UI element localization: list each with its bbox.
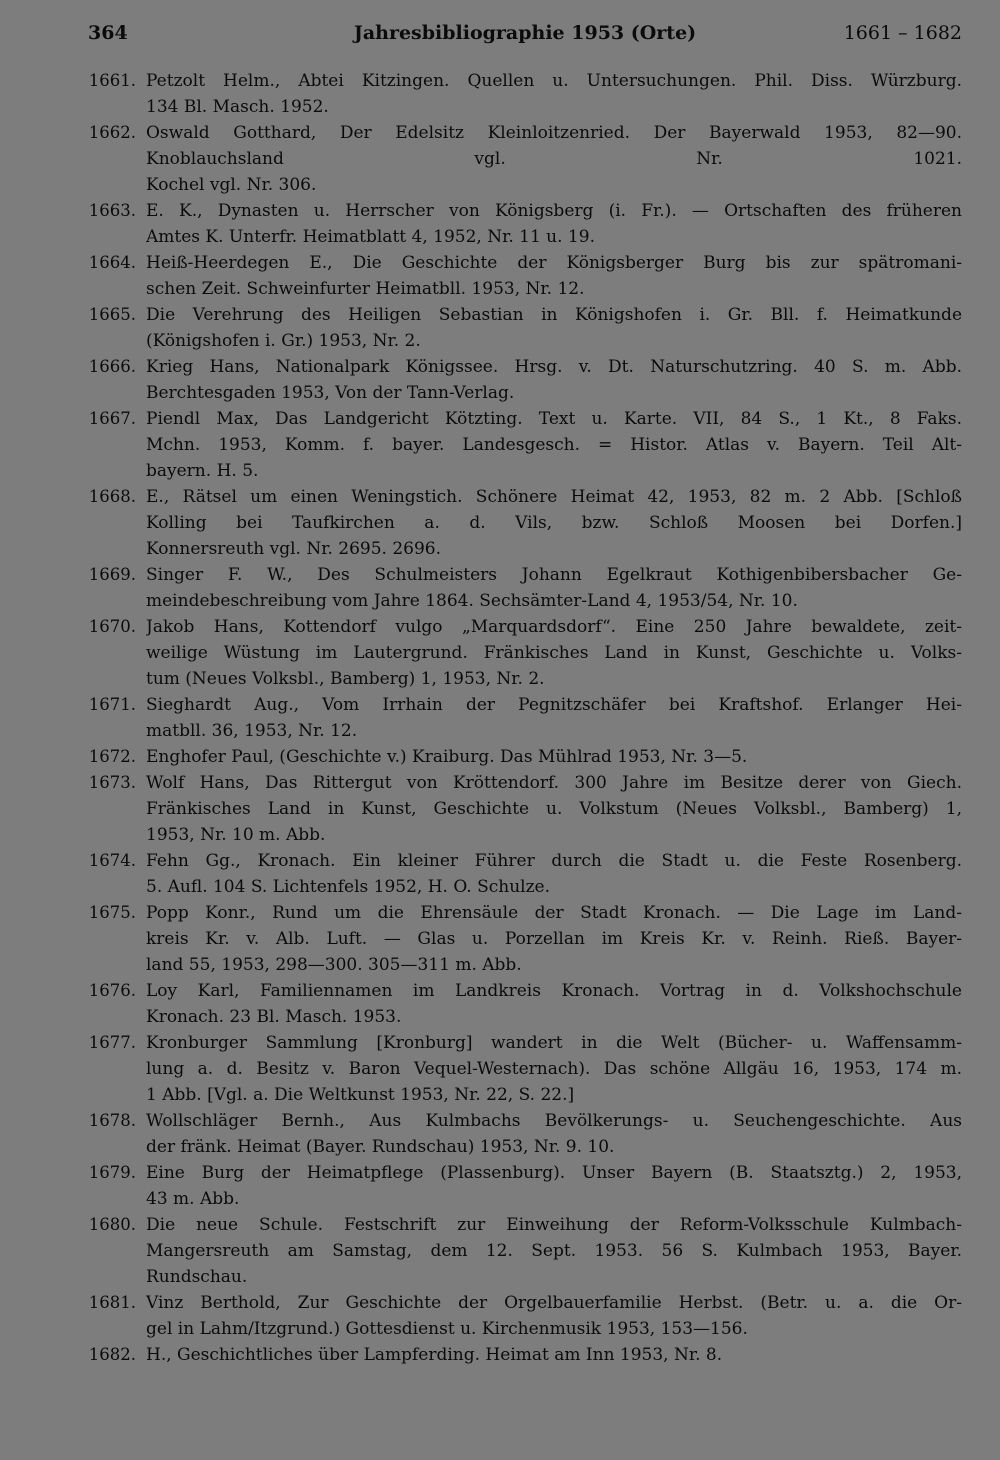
entry-line: (Königshofen i. Gr.) 1953, Nr. 2. <box>146 331 421 351</box>
bibliography-entry <box>84 68 962 120</box>
bibliography-entry <box>84 120 962 198</box>
entry-line: Eine Burg der Heimatpflege (Plassenburg). Unser Bayern (B. Staatsztg.) 2, 1953, <box>146 1163 962 1183</box>
entry-line: 134 Bl. Masch. 1952. <box>146 97 329 117</box>
bibliography-entry <box>84 1290 962 1342</box>
entry-range: 1661 – 1682 <box>843 22 962 44</box>
entry-line: land 55, 1953, 298—300. 305—311 m. Abb. <box>146 955 522 975</box>
entry-line: 1 Abb. [Vgl. a. Die Weltkunst 1953, Nr. 22, S. 22.] <box>146 1085 575 1105</box>
entry-line: Die neue Schule. Festschrift zur Einweihung der Reform-Volksschule Kulmbach- <box>146 1215 962 1235</box>
entry-text <box>146 562 962 614</box>
entry-number: 1674. <box>88 851 136 870</box>
bibliography-entry <box>84 692 962 744</box>
entry-line: 43 m. Abb. <box>146 1189 240 1209</box>
entry-text <box>146 406 962 484</box>
running-header <box>88 22 962 52</box>
running-title: Jahresbibliographie 1953 (Orte) <box>353 22 697 44</box>
bibliography-entry <box>84 406 962 484</box>
entry-line: weilige Wüstung im Lautergrund. Fränkisches Land in Kunst, Geschichte u. Volks- <box>146 643 962 663</box>
entry-line: Sieghardt Aug., Vom Irrhain der Pegnitzschäfer bei Kraftshof. Erlanger Hei- <box>146 695 962 715</box>
bibliography-entry <box>84 484 962 562</box>
entry-number: 1673. <box>88 773 136 792</box>
entry-text <box>146 198 962 250</box>
entry-number: 1679. <box>88 1163 136 1182</box>
entry-line: Fränkisches Land in Kunst, Geschichte u. Volkstum (Neues Volksbl., Bamberg) 1, <box>146 799 962 819</box>
bibliography-entry <box>84 198 962 250</box>
entry-line: Berchtesgaden 1953, Von der Tann-Verlag. <box>146 383 515 403</box>
entry-text <box>146 1290 962 1342</box>
entry-text <box>146 68 962 120</box>
entry-text <box>146 1160 962 1212</box>
bibliography-entry <box>84 900 962 978</box>
entry-line: Jakob Hans, Kottendorf vulgo „Marquardsdorf“. Eine 250 Jahre bewaldete, zeit- <box>146 617 962 637</box>
entry-number: 1676. <box>88 981 136 1000</box>
entry-line: lung a. d. Besitz v. Baron Vequel-Westernach). Das schöne Allgäu 16, 1953, 174 m. <box>146 1059 962 1079</box>
entry-text <box>146 978 962 1030</box>
entry-number: 1666. <box>88 357 136 376</box>
entry-line: Krieg Hans, Nationalpark Königssee. Hrsg. v. Dt. Naturschutzring. 40 S. m. Abb. <box>146 357 962 377</box>
bibliography-entry <box>84 848 962 900</box>
entry-number: 1671. <box>88 695 136 714</box>
entry-line: Die Verehrung des Heiligen Sebastian in Königshofen i. Gr. Bll. f. Heimatkunde <box>146 305 962 325</box>
entry-line: Amtes K. Unterfr. Heimatblatt 4, 1952, Nr. 11 u. 19. <box>146 227 595 247</box>
entry-text <box>146 250 962 302</box>
bibliography-entry <box>84 770 962 848</box>
bibliography-entry <box>84 1212 962 1290</box>
entry-text <box>146 1212 962 1290</box>
entry-number: 1667. <box>88 409 136 428</box>
page-number: 364 <box>88 22 128 44</box>
entry-number: 1669. <box>88 565 136 584</box>
entry-number: 1661. <box>88 71 136 90</box>
entry-text <box>146 120 962 198</box>
entry-line: E., Rätsel um einen Weningstich. Schönere Heimat 42, 1953, 82 m. 2 Abb. [Schloß <box>146 487 962 507</box>
entry-text <box>146 900 962 978</box>
entry-text <box>146 848 962 900</box>
entry-number: 1663. <box>88 201 136 220</box>
entry-line: meindebeschreibung vom Jahre 1864. Sechsämter-Land 4, 1953/54, Nr. 10. <box>146 591 798 611</box>
entry-number: 1662. <box>88 123 136 142</box>
entry-line: Kolling bei Taufkirchen a. d. Vils, bzw. Schloß Moosen bei Dorfen.] <box>146 513 962 533</box>
bibliography-entry <box>84 1030 962 1108</box>
bibliography-entry <box>84 1108 962 1160</box>
bibliography-entry <box>84 302 962 354</box>
entry-line: Piendl Max, Das Landgericht Kötzting. Text u. Karte. VII, 84 S., 1 Kt., 8 Faks. <box>146 409 962 429</box>
entry-text <box>146 1108 962 1160</box>
entry-number: 1672. <box>88 747 136 766</box>
bibliography-entry <box>84 1342 962 1368</box>
entry-text <box>146 354 962 406</box>
bibliography-entry <box>84 250 962 302</box>
entry-line: Loy Karl, Familiennamen im Landkreis Kronach. Vortrag in d. Volkshochschule <box>146 981 962 1001</box>
entry-line: Fehn Gg., Kronach. Ein kleiner Führer durch die Stadt u. die Feste Rosenberg. <box>146 851 962 871</box>
entry-line: E. K., Dynasten u. Herrscher von Königsberg (i. Fr.). — Ortschaften des früheren <box>146 201 962 221</box>
entry-line: 5. Aufl. 104 S. Lichtenfels 1952, H. O. Schulze. <box>146 877 551 897</box>
entry-number: 1664. <box>88 253 136 272</box>
entry-line: matbll. 36, 1953, Nr. 12. <box>146 721 358 741</box>
entry-line: Wollschläger Bernh., Aus Kulmbachs Bevölkerungs- u. Seuchengeschichte. Aus <box>146 1111 962 1131</box>
entry-line: kreis Kr. v. Alb. Luft. — Glas u. Porzellan im Kreis Kr. v. Reinh. Rieß. Bayer- <box>146 929 962 949</box>
entry-text <box>146 614 962 692</box>
entry-line: Petzolt Helm., Abtei Kitzingen. Quellen u. Untersuchungen. Phil. Diss. Würzburg. <box>146 71 962 91</box>
entry-line: Kochel vgl. Nr. 306. <box>146 175 317 195</box>
bibliography-entry <box>84 744 962 770</box>
entry-line: tum (Neues Volksbl., Bamberg) 1, 1953, Nr. 2. <box>146 669 545 689</box>
entry-number: 1665. <box>88 305 136 324</box>
bibliography-entry <box>84 562 962 614</box>
entry-text <box>146 302 962 354</box>
entry-line: bayern. H. 5. <box>146 461 259 481</box>
entry-number: 1675. <box>88 903 136 922</box>
entry-line: Knoblauchsland vgl. Nr. 1021. <box>146 149 962 169</box>
entry-text <box>146 692 962 744</box>
entry-number: 1670. <box>88 617 136 636</box>
entry-line: Oswald Gotthard, Der Edelsitz Kleinloitzenried. Der Bayerwald 1953, 82—90. <box>146 123 962 143</box>
entry-number: 1677. <box>88 1033 136 1052</box>
entry-number: 1681. <box>88 1293 136 1312</box>
bibliography-entry <box>84 614 962 692</box>
entry-text <box>146 744 962 770</box>
entry-number: 1678. <box>88 1111 136 1130</box>
entry-line: Mangersreuth am Samstag, dem 12. Sept. 1953. 56 S. Kulmbach 1953, Bayer. <box>146 1241 962 1261</box>
entry-line: Popp Konr., Rund um die Ehrensäule der Stadt Kronach. — Die Lage im Land- <box>146 903 962 923</box>
bibliography-entry <box>84 354 962 406</box>
entry-number: 1668. <box>88 487 136 506</box>
entry-line: Konnersreuth vgl. Nr. 2695. 2696. <box>146 539 442 559</box>
bibliography-entry <box>84 978 962 1030</box>
entry-line: der fränk. Heimat (Bayer. Rundschau) 1953, Nr. 9. 10. <box>146 1137 615 1157</box>
entry-text <box>146 1030 962 1108</box>
entry-line: Kronburger Sammlung [Kronburg] wandert in die Welt (Bücher- u. Waffensamm- <box>146 1033 962 1053</box>
entry-text <box>146 770 962 848</box>
entry-line: H., Geschichtliches über Lampferding. Heimat am Inn 1953, Nr. 8. <box>146 1345 723 1365</box>
entry-line: gel in Lahm/Itzgrund.) Gottesdienst u. Kirchenmusik 1953, 153—156. <box>146 1319 748 1339</box>
entry-line: Mchn. 1953, Komm. f. bayer. Landesgesch. = Histor. Atlas v. Bayern. Teil Alt- <box>146 435 962 455</box>
entry-number: 1680. <box>88 1215 136 1234</box>
entry-number: 1682. <box>88 1345 136 1364</box>
entry-line: Wolf Hans, Das Rittergut von Kröttendorf. 300 Jahre im Besitze derer von Giech. <box>146 773 962 793</box>
entry-line: Kronach. 23 Bl. Masch. 1953. <box>146 1007 402 1027</box>
entry-line: Enghofer Paul, (Geschichte v.) Kraiburg. Das Mühlrad 1953, Nr. 3—5. <box>146 747 748 767</box>
entry-line: Vinz Berthold, Zur Geschichte der Orgelbauerfamilie Herbst. (Betr. u. a. die Or- <box>146 1293 962 1313</box>
entry-text <box>146 1342 962 1368</box>
bibliography-entries <box>84 68 962 1368</box>
entry-line: 1953, Nr. 10 m. Abb. <box>146 825 326 845</box>
entry-line: Heiß-Heerdegen E., Die Geschichte der Königsberger Burg bis zur spätromani- <box>146 253 962 273</box>
entry-line: Singer F. W., Des Schulmeisters Johann Egelkraut Kothigenbibersbacher Ge- <box>146 565 962 585</box>
entry-line: schen Zeit. Schweinfurter Heimatbll. 1953, Nr. 12. <box>146 279 585 299</box>
entry-text <box>146 484 962 562</box>
entry-line: Rundschau. <box>146 1267 248 1287</box>
bibliography-entry <box>84 1160 962 1212</box>
